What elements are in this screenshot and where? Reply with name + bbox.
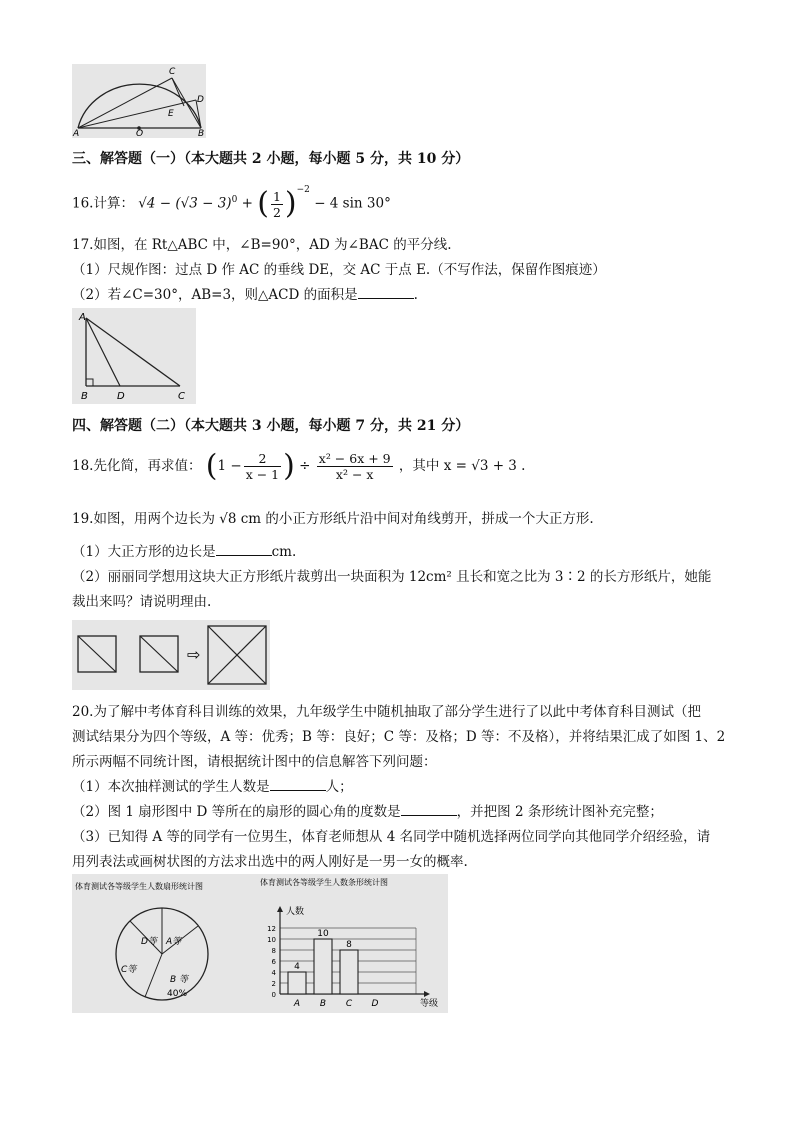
- q18-fraction-2: [317, 451, 393, 482]
- q18-prefix: 18.先化简，再求值：: [72, 458, 202, 474]
- q17-intro: 17.如图，在 Rt△ABC 中，∠B=90°，AD 为∠BAC 的平分线.: [72, 237, 452, 253]
- q16-frac-den: 2: [272, 204, 281, 220]
- x-tick-label: D: [371, 999, 379, 1009]
- label-C: C: [178, 391, 185, 402]
- q20-line2: 测试结果分为四个等级，A 等：优秀；B 等：良好；C 等：及格；D 等：不及格），并将结果汇成了如图 1、2: [72, 729, 726, 745]
- q20-part3-line1: （3）已知得 A 等的同学有一位男生，体育老师想从 4 名同学中随机选择两位同学向其他同学介绍经验，请: [72, 829, 711, 845]
- label-O: O: [136, 129, 144, 138]
- q18-fraction-1: [244, 451, 281, 482]
- y-tick-label: 12: [267, 925, 276, 933]
- answer-blank: [270, 778, 326, 791]
- pie-label-c: C等: [121, 965, 137, 975]
- bar-B: [314, 939, 332, 994]
- semicircle-figure: [72, 64, 206, 138]
- q18-paren-close: ): [283, 448, 295, 484]
- q17-part1: （1）尺规作图：过点 D 作 AC 的垂线 DE，交 AC 于点 E.（不写作法，保留作图痕迹）: [72, 262, 606, 278]
- bar-value-label: 4: [294, 962, 300, 972]
- q18-div: ÷: [299, 458, 311, 474]
- section4-heading: 四、解答题（二）（本大题共 3 小题，每小题 7 分，共 21 分）: [72, 418, 470, 434]
- x-tick-label: B: [319, 999, 327, 1009]
- answer-blank: [401, 803, 457, 816]
- y-tick-label: 6: [271, 958, 276, 966]
- x-tick-label: A: [293, 999, 301, 1009]
- pie-chart: [116, 908, 208, 1000]
- q16-plus: +: [241, 195, 258, 212]
- answer-blank: [216, 543, 272, 556]
- y-tick-label: 8: [271, 947, 276, 955]
- label-B: B: [198, 129, 205, 138]
- q16-expr-a: √4 − (√3 − 3): [138, 195, 232, 212]
- bar-chart-title: 体育测试各等级学生人数条形统计图: [260, 878, 388, 887]
- q20-line1: 20.为了解中考体育科目训练的效果，九年级学生中随机抽取了部分学生进行了以此中考体育科目测试（把: [72, 704, 701, 720]
- q18-f1-num: 2: [244, 451, 281, 467]
- q16-prefix: 16.计算：: [72, 195, 134, 212]
- label-D: D: [117, 391, 125, 402]
- q16-frac-num: 1: [272, 188, 281, 204]
- bar-value-label: 8: [346, 940, 352, 950]
- q18-f2-den: x² − x: [335, 467, 374, 482]
- triangle-figure: [72, 308, 196, 404]
- q19-part2-line2: 裁出来吗？请说明理由.: [72, 594, 212, 610]
- q16-exp0: 0: [231, 195, 238, 205]
- label-B: B: [81, 391, 88, 402]
- q19-part1-unit: cm.: [271, 544, 297, 560]
- q16-paren-close: ): [284, 186, 297, 221]
- q20-part3-line2: 用列表法或画树状图的方法求出选中的两人刚好是一男一女的概率.: [72, 854, 468, 870]
- pie-label-d: D等: [141, 937, 157, 947]
- q16-exp-neg2: −2: [296, 185, 310, 195]
- q20-part2: [72, 803, 663, 821]
- squares-figure: [72, 620, 270, 690]
- q20-part1-unit: 人；: [325, 779, 353, 795]
- y-tick-label: 10: [267, 936, 276, 944]
- q18-f2-num: x² − 6x + 9: [318, 451, 391, 466]
- question-18: [72, 446, 525, 486]
- pie-label-b-percent: 40%: [167, 989, 188, 999]
- y-tick-label: 4: [271, 969, 276, 977]
- label-E: E: [168, 109, 174, 119]
- q20-part2-text: （2）图 1 扇形图中 D 等所在的扇形的圆心角的度数是: [72, 804, 401, 820]
- label-A: A: [73, 129, 80, 138]
- bar-chart: [267, 905, 438, 1009]
- label-C: C: [169, 67, 176, 77]
- q16-expr-b: − 4 sin 30°: [314, 195, 391, 212]
- y-axis-arrow: [277, 906, 283, 912]
- bar-value-label: 10: [317, 929, 329, 939]
- q16-paren-open: (: [257, 186, 269, 221]
- q16-fraction: [271, 189, 283, 220]
- pie-chart-title: 体育测试各等级学生人数扇形统计图: [75, 882, 203, 891]
- answer-blank: [358, 286, 414, 299]
- bar-A: [288, 972, 306, 994]
- x-axis-arrow: [424, 991, 430, 997]
- label-D: D: [197, 95, 204, 105]
- q19-part2-line1: （2）丽丽同学想用这块大正方形纸片裁剪出一块面积为 12cm² 且长和宽之比为 3∶2 的长方形纸片，她能: [72, 569, 712, 585]
- statistics-figure: [72, 874, 448, 1013]
- y-tick-label: 2: [271, 980, 276, 988]
- pie-label-a: A等: [166, 937, 182, 947]
- label-A: A: [79, 312, 86, 323]
- pie-label-b: B 等: [170, 975, 189, 985]
- q19-intro: 19.如图，用两个边长为 √8 cm 的小正方形纸片沿中间对角线剪开，拼成一个大正方形.: [72, 511, 594, 527]
- x-axis-label: 等级: [420, 999, 439, 1009]
- bar-C: [340, 950, 358, 994]
- q19-part1-text: （1）大正方形的边长是: [72, 544, 216, 560]
- q18-one-minus: 1 −: [217, 458, 242, 474]
- x-tick-label: C: [345, 999, 353, 1009]
- q18-f1-den: x − 1: [245, 467, 280, 482]
- q18-suffix: ，其中 x = √3 + 3 .: [398, 458, 526, 474]
- y-tick-label: 0: [271, 991, 276, 999]
- q18-paren-open: (: [205, 448, 218, 484]
- q20-line3: 所示两幅不同统计图，请根据统计图中的信息解答下列问题：: [72, 754, 437, 770]
- q17-part2-end: .: [413, 287, 418, 303]
- q19-part1: [72, 543, 296, 561]
- y-axis-label: 人数: [286, 907, 305, 917]
- question-16: [72, 180, 391, 220]
- q20-part1: [72, 778, 353, 796]
- arrow-icon: ⇨: [187, 645, 201, 664]
- q17-part2-text: （2）若∠C=30°，AB=3，则△ACD 的面积是: [72, 287, 358, 303]
- q20-part2-end: ，并把图 2 条形统计图补充完整；: [456, 804, 663, 820]
- q17-part2: [72, 286, 418, 304]
- section3-heading: 三、解答题（一）（本大题共 2 小题，每小题 5 分，共 10 分）: [72, 151, 470, 167]
- q20-part1-text: （1）本次抽样测试的学生人数是: [72, 779, 270, 795]
